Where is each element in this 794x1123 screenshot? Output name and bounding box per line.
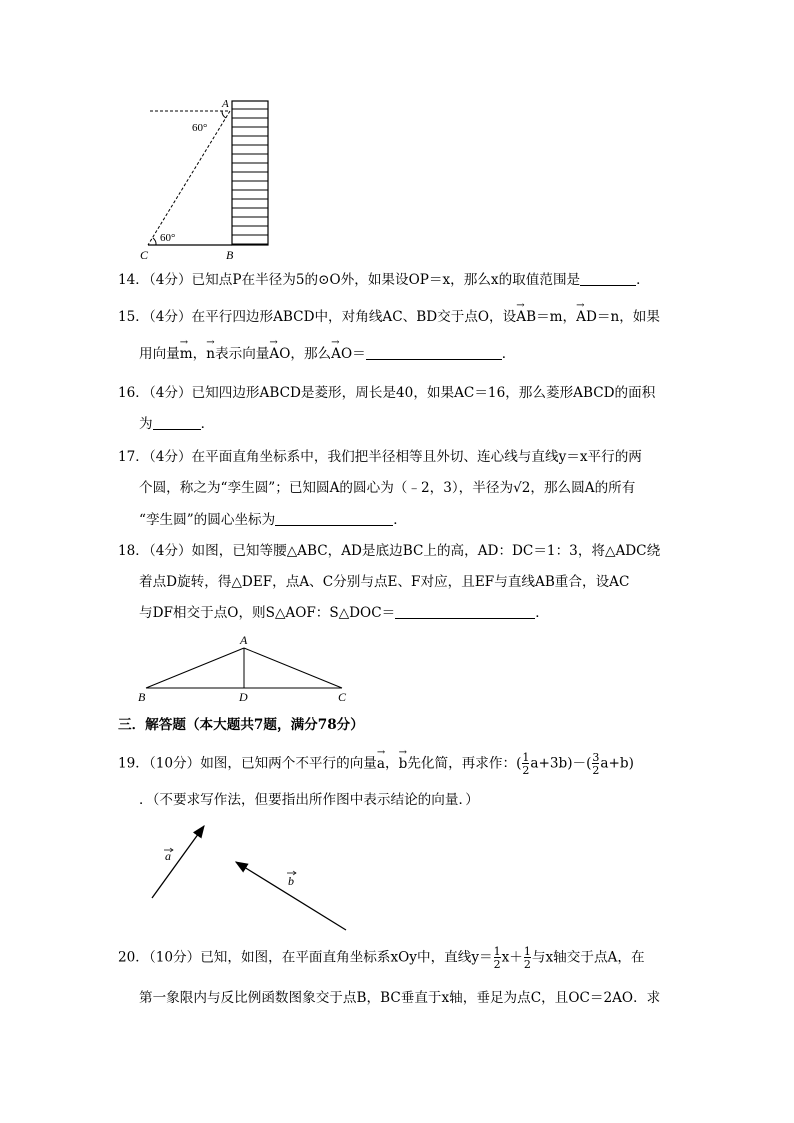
vector-b-label: b xyxy=(288,874,294,888)
q20-line2 xyxy=(139,988,660,1008)
frac-num: 1 xyxy=(523,945,531,958)
q14-answer-blank[interactable] xyxy=(580,271,636,286)
q15-end: ． xyxy=(501,346,516,362)
point-D-label: D xyxy=(239,690,248,704)
q14-score: （4分） xyxy=(148,272,192,288)
q15-eq-m: ＝m， xyxy=(536,309,577,325)
point-A-label: A xyxy=(240,633,248,647)
q18-score: （4分） xyxy=(148,543,192,559)
q17-line3 xyxy=(139,510,407,530)
frac-den: 2 xyxy=(592,764,600,777)
q20-number: 20． xyxy=(118,949,149,966)
q20-text1c: 与x轴交于点A，在 xyxy=(531,949,645,966)
q19-line1 xyxy=(118,752,634,776)
q15-text2c: ，那么 xyxy=(290,346,332,362)
frac-den: 2 xyxy=(523,958,531,971)
q20-score: （10分） xyxy=(148,949,201,966)
q16-line1 xyxy=(118,383,655,403)
label-C: C xyxy=(140,248,149,262)
fraction-one-half-2 xyxy=(524,946,531,970)
q16-text2: 为 xyxy=(139,416,153,432)
frac-num: 3 xyxy=(592,751,600,764)
building xyxy=(232,101,268,245)
q16-end: ． xyxy=(200,416,215,432)
q16-score: （4分） xyxy=(148,385,192,401)
triangle-figure xyxy=(134,630,364,708)
q15-number: 15． xyxy=(118,309,149,325)
vector-n: → n xyxy=(206,344,215,364)
q15-line2 xyxy=(139,344,515,364)
q17-end: ． xyxy=(393,512,407,528)
q19-text1b: 先化简，再求作： xyxy=(407,755,517,772)
q17-text1: 在平面直角坐标系中，我们把半径相等且外切、连心线与直线y＝x平行的两 xyxy=(191,449,642,465)
side-AC xyxy=(244,648,342,688)
q17-answer-blank[interactable] xyxy=(275,511,393,526)
q20-text1a: 已知，如图，在平面直角坐标系xOy中，直线y＝ xyxy=(200,949,493,966)
q19-score: （10分） xyxy=(148,755,201,772)
q17-line1 xyxy=(118,447,642,467)
q20-text2: 第一象限内与反比例函数图象交于点B，BC垂直于x轴，垂足为点C，且OC＝2AO．求 xyxy=(139,990,661,1006)
q15-text2d: ＝ xyxy=(352,346,366,362)
q14-text: 已知点P在半径为5的⊙O外，如果设OP＝x，那么x的取值范围是 xyxy=(191,272,581,288)
q18-text1: 如图，已知等腰△ABC，AD是底边BC上的高，AD：DC＝1：3，将△ADC绕 xyxy=(191,543,661,559)
q19-text2: ．（不要求写作法，但要指出所作图中表示结论的向量．） xyxy=(139,792,479,808)
q14-end: ． xyxy=(636,272,650,288)
q18-line2 xyxy=(139,572,629,592)
vector-AB: → AB xyxy=(516,307,536,327)
fraction-one-half xyxy=(494,946,501,970)
q15-answer-blank[interactable] xyxy=(366,345,502,360)
vectors-figure xyxy=(140,820,360,935)
point-B-label: B xyxy=(138,690,146,704)
q19-line2 xyxy=(139,790,479,810)
label-A: A xyxy=(222,98,229,110)
frac-num: 1 xyxy=(522,751,530,764)
q19-expr-open: ( xyxy=(516,755,522,772)
q18-line3 xyxy=(139,603,549,623)
q19-expr-mid: a+3b)－( xyxy=(530,755,592,772)
angle-label-bottom: 60° xyxy=(160,232,176,244)
q16-line2 xyxy=(139,414,214,434)
q18-end: ． xyxy=(535,605,549,621)
q19-number: 19． xyxy=(118,755,149,772)
point-C-label: C xyxy=(338,690,347,704)
frac-den: 2 xyxy=(522,764,530,777)
angle-arc-bottom xyxy=(153,238,156,245)
q15-eq-n: ＝n，如果 xyxy=(596,309,660,325)
vector-a-arrow xyxy=(152,826,204,898)
angle-label-top: 60° xyxy=(192,122,208,134)
q19-comma: ， xyxy=(385,755,399,772)
vector-a: → a xyxy=(377,754,385,774)
angle-arc-top xyxy=(222,111,226,118)
vector-m: → m xyxy=(180,344,193,364)
q18-text2: 着点D旋转，得△DEF，点A、C分别与点E、F对应，且EF与直线AB重合，设AC xyxy=(139,574,630,590)
frac-num: 1 xyxy=(493,945,501,958)
q15-text2b: 表示向量 xyxy=(215,346,270,362)
q16-text1: 已知四边形ABCD是菱形，周长是40，如果AC＝16，那么菱形ABCD的面积 xyxy=(191,385,656,401)
vector-AO-2: → AO xyxy=(331,344,352,364)
q15-score: （4分） xyxy=(148,309,192,325)
q18-number: 18． xyxy=(118,543,149,559)
q15-text2a: 用向量 xyxy=(139,346,180,362)
q20-text1b: x＋ xyxy=(501,949,523,966)
q15-line1 xyxy=(118,307,660,327)
q14-number: 14． xyxy=(118,272,149,288)
q18-text3: 与DF相交于点O，则S△AOF：S△DOC＝ xyxy=(139,605,396,621)
q15-text1: 在平行四边形ABCD中，对角线AC、BD交于点O，设 xyxy=(191,309,517,325)
q17-line2 xyxy=(139,478,635,498)
q17-text3: “孪生圆”的圆心坐标为 xyxy=(139,512,276,528)
fraction-three-halves xyxy=(592,752,599,776)
q17-text2a: 个圆，称之为“孪生圆”；已知圆A的圆心为（﹣2，3），半径为 xyxy=(139,480,514,496)
q16-answer-blank[interactable] xyxy=(153,415,201,430)
diagonal-dashed-line xyxy=(148,111,230,245)
label-B: B xyxy=(226,248,234,262)
fraction-one-half xyxy=(522,752,529,776)
frac-den: 2 xyxy=(493,958,501,971)
q18-answer-blank[interactable] xyxy=(395,604,535,619)
vector-AD: → AD xyxy=(576,307,597,327)
q19-expr-end: a+b) xyxy=(600,755,634,772)
vector-a-label: a xyxy=(165,849,171,863)
q15-comma: ， xyxy=(192,346,207,362)
sqrt-2: √2 xyxy=(513,480,531,496)
q20-line1 xyxy=(118,946,645,970)
q18-line1 xyxy=(118,541,660,561)
vector-AO: → AO xyxy=(269,344,290,364)
vector-b-arrow xyxy=(236,862,346,930)
q17-number: 17． xyxy=(118,449,149,465)
q19-text1: 如图，已知两个不平行的向量 xyxy=(200,755,377,772)
building-figure xyxy=(140,95,280,265)
side-AB xyxy=(146,648,244,688)
q16-number: 16． xyxy=(118,385,149,401)
vector-b: → b xyxy=(399,754,408,774)
q17-text2b: ，那么圆A的所有 xyxy=(530,480,636,496)
q17-score: （4分） xyxy=(148,449,192,465)
section-heading: 三．解答题（本大题共7题，满分78分） xyxy=(118,717,364,733)
q14-line xyxy=(118,270,650,290)
